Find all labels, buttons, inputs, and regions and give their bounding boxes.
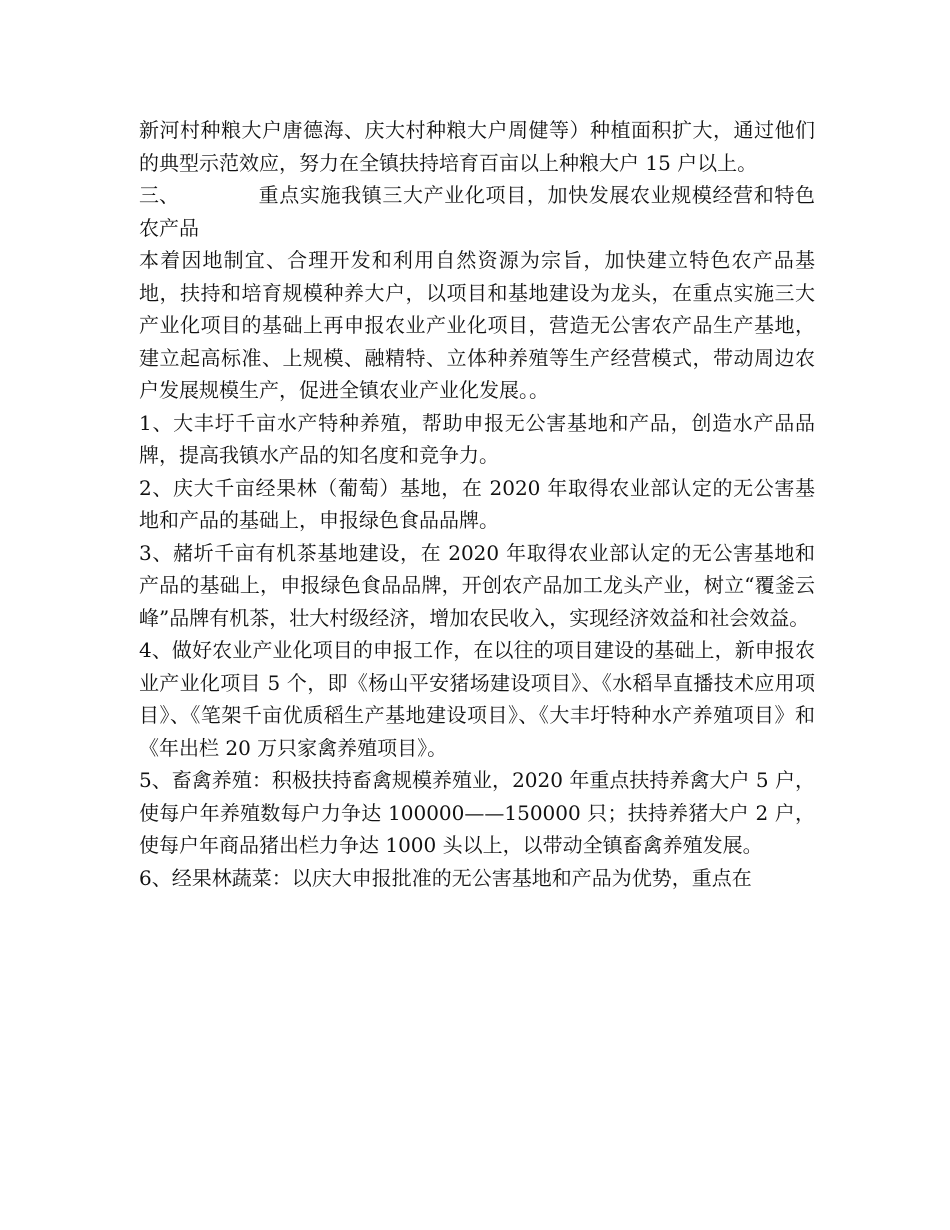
list-item-5: 5、畜禽养殖：积极扶持畜禽规模养殖业，2020 年重点扶持养禽大户 5 户，使每户年养殖数每户力争达 100000——150000 只；扶持养猪大户 2 户，使每户年商品猪出栏力争达 1000 头以上，以带动全镇畜禽养殖发展。 — [139, 768, 815, 857]
list-item-3: 3、赭圻千亩有机茶基地建设，在 2020 年取得农业部认定的无公害基地和产品的基础上，申报绿色食品品牌，开创农产品加工龙头产业，树立“覆釜云峰”品牌有机茶，壮大村级经济，增加农民收入，实现经济效益和社会效益。 — [139, 540, 815, 630]
list-item-2: 2、庆大千亩经果林（葡萄）基地，在 2020 年取得农业部认定的无公害基地和产品的基础上，申报绿色食品品牌。 — [139, 475, 815, 532]
list-item-1: 1、大丰圩千亩水产特种养殖，帮助申报无公害基地和产品，创造水产品品牌，提高我镇水产品的知名度和竞争力。 — [139, 410, 815, 467]
paragraph-intro: 本着因地制宜、合理开发和利用自然资源为宗旨，加快建立特色农产品基地，扶持和培育规模种养大户，以项目和基地建设为龙头，在重点实施三大产业化项目的基础上再申报农业产业化项目，营造无公害农产品生产基地，建立起高标准、上规模、融精特、立体种养殖等生产经营模式，带动周边农户发展规模生产，促进全镇农业产业化发展。。 — [139, 248, 815, 402]
document-body — [139, 114, 815, 894]
section-heading-text: 重点实施我镇三大产业化项目，加快发展农业规模经营和特色农产品 — [139, 183, 815, 240]
list-item-4: 4、做好农业产业化项目的申报工作，在以往的项目建设的基础上，新申报农业产业化项目 5 个，即《杨山平安猪场建设项目》、《水稻旱直播技术应用项目》、《笔架千亩优质稻生产基地建设项目》、《大丰圩特种水产养殖项目》和《年出栏 20 万只家禽养殖项目》。 — [139, 638, 815, 760]
list-item-6: 6、经果林蔬菜：以庆大申报批准的无公害基地和产品为优势，重点在 — [139, 865, 752, 890]
paragraph-grain-households: 新河村种粮大户唐德海、庆大村种粮大户周健等）种植面积扩大，通过他们的典型示范效应，努力在全镇扶持培育百亩以上种粮大户 15 户以上。 — [139, 118, 815, 175]
section-heading-number: 三、 — [139, 183, 179, 207]
section-heading — [139, 179, 815, 244]
